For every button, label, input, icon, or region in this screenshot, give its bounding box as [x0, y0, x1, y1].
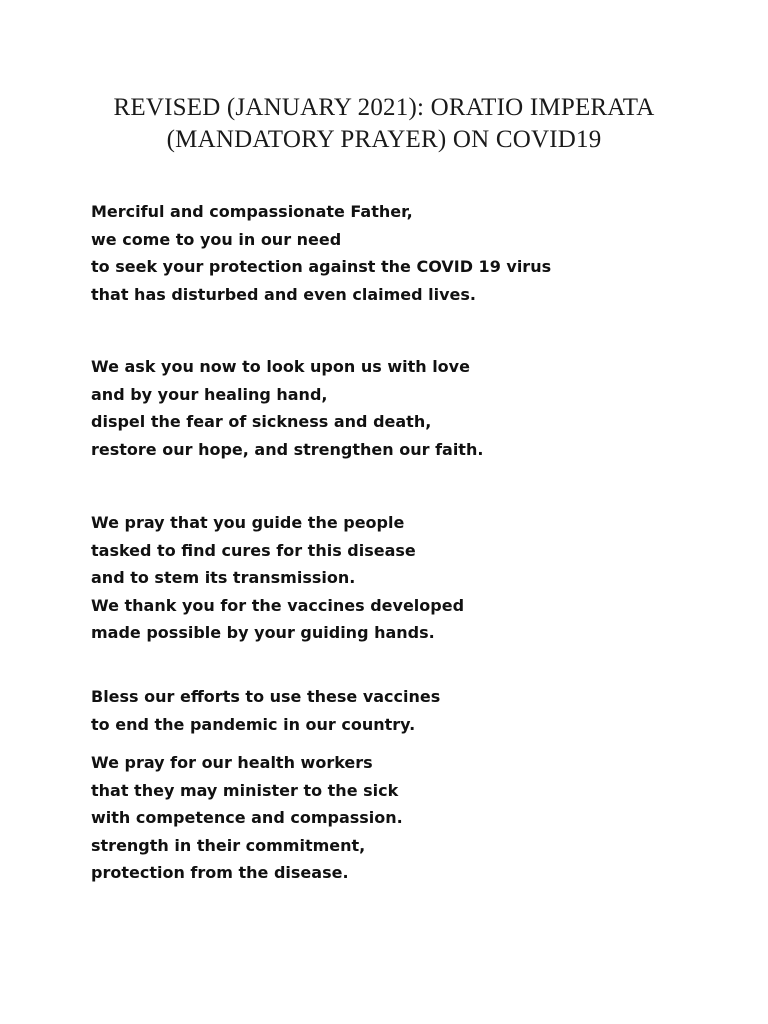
prayer-line: with competence and compassion. [91, 808, 403, 827]
prayer-line: restore our hope, and strengthen our faith. [91, 439, 484, 459]
prayer-line: We pray for our health workers [91, 753, 373, 772]
title-line-2: (MANDATORY PRAYER) ON COVID19 [166, 126, 602, 153]
prayer-stanza-2 [91, 353, 711, 463]
page-title [0, 92, 768, 156]
title-line-1: REVISED (JANUARY 2021): ORATIO IMPERATA [113, 94, 655, 121]
prayer-line: We ask you now to look upon us with love [91, 357, 470, 376]
prayer-line: We thank you for the vaccines developed [91, 595, 465, 615]
prayer-line: and to stem its transmission. [91, 568, 356, 587]
prayer-line: tasked to find cures for this disease [91, 540, 416, 560]
prayer-line: made possible by your guiding hands. [91, 623, 435, 642]
prayer-line: dispel the fear of sickness and death, [91, 412, 432, 431]
prayer-line: Bless our efforts to use these vaccines [91, 687, 441, 706]
prayer-line: to seek your protection against the COVID 19 virus [91, 257, 552, 276]
prayer-line: and by your healing hand, [91, 384, 328, 404]
prayer-line: We pray that you guide the people [91, 513, 405, 532]
prayer-stanza-5 [91, 749, 711, 887]
prayer-stanza-4 [91, 683, 711, 738]
prayer-line: that has disturbed and even claimed lives. [91, 284, 477, 304]
prayer-line: Merciful and compassionate Father, [91, 202, 413, 221]
prayer-line: we come to you in our need [91, 229, 342, 249]
prayer-line: protection from the disease. [91, 863, 349, 882]
prayer-stanza-3 [91, 509, 711, 647]
prayer-line: that they may minister to the sick [91, 780, 399, 800]
prayer-line: to end the pandemic in our country. [91, 714, 416, 734]
prayer-stanza-1 [91, 198, 711, 308]
prayer-line: strength in their commitment, [91, 835, 366, 855]
